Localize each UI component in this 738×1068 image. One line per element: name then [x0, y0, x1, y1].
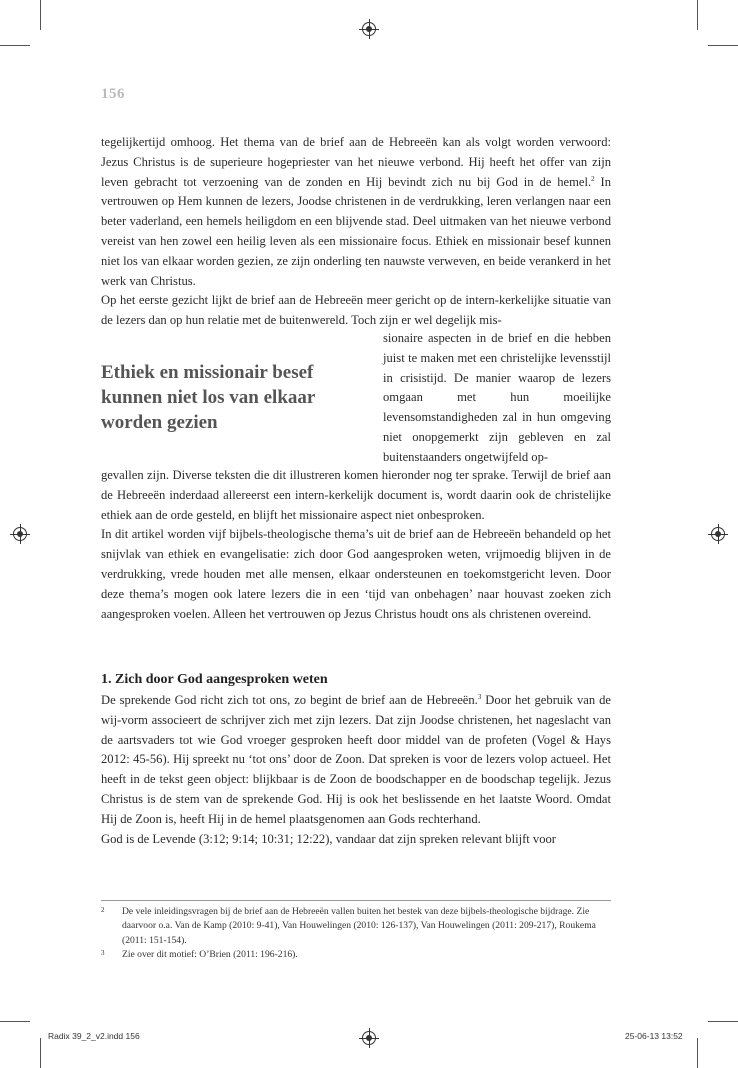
pull-quote: Ethiek en missionair besef kunnen niet los van elkaar worden gezien	[101, 362, 315, 433]
section-heading: 1. Zich door God aangesproken weten	[101, 672, 328, 687]
paragraph-3: In dit artikel worden vijf bijbels-theologische thema’s uit de brief aan de Hebreeën behandeld op het snijvlak van ethiek en evangelisatie: zich door God aangesproken weten, vrijmoedig blijven in de verdrukking, vrede houden met alle mensen, elkaar ondersteunen en toekomstgericht leven. Door deze thema’s mogen ook latere lezers die in een ‘tijd van onbehagen’ naar houvast zoeken zich aangesproken voelen. Alleen het vertrouwen op Jezus Christus houdt ons als christenen overeind.	[101, 527, 611, 621]
paragraph-5: God is de Levende (3:12; 9:14; 10:31; 12:22), vandaar dat zijn spreken relevant blijft voor	[101, 831, 557, 846]
page-number: 156	[101, 86, 125, 102]
footnotes	[101, 905, 611, 963]
footnote: 2 De vele inleidingsvragen bij de brief aan de Hebreeën vallen buiten het bestek van deze bijbels-theologische bijdrage. Zie daarvoor o.a. Van de Kamp (2010: 9-41), Van Houwelingen (2010: 126-137), Van Houwelingen (2011: 209-217), Roukema (2011: 151-154).	[101, 906, 596, 946]
footnote-ref-3[interactable]: 3	[477, 692, 482, 701]
body-text-top	[101, 133, 611, 331]
body-text-middle	[101, 466, 611, 624]
paragraph-1: tegelijkertijd omhoog. Het thema van de brief aan de Hebreeën kan als volgt worden verwoord: Jezus Christus is de superieure hogepriester van het nieuwe verbond. Hij heeft het offer van zijn leven gebracht tot verzoening van de zonden en Hij bevindt zich nu bij God in de hemel.$^2$ In vertrouwen op Hem kunnen de lezers, Joodse christenen in de verdrukking, leren verlangen naar een beter vaderland, een hemels heiligdom en een blijvende stad. Deel uitmaken van het nieuwe verbond vereist van hen zowel een heilig leven als een missionaire focus. Ethiek en missionair besef kunnen niet los van elkaar worden gezien, ze zijn onderling ten nauwste verweven, en beide verankerd in het werk van Christus.	[101, 135, 612, 288]
side-column-text: sionaire aspecten in de brief en die hebben juist te maken met een christelijke levensstijl in crisistijd. De manier waarop de lezers omgaan met hun moeilijke levensomstandigheden zal in hun omgeving niet onopgemerkt zijn gebleven en zal buitenstaanders ongetwijfeld op-	[383, 331, 611, 464]
print-slug-date: 25-06-13 13:52	[625, 1031, 683, 1041]
body-text-bottom	[101, 691, 611, 849]
footnote: 3 Zie over dit motief: O’Brien (2011: 196-216).	[101, 949, 298, 961]
footnote-ref-2[interactable]: 2	[591, 174, 595, 183]
registration-mark-icon	[362, 22, 376, 36]
paragraph-2: Op het eerste gezicht lijkt de brief aan de Hebreeën meer gericht op de intern-kerkelijke situatie van de lezers dan op hun relatie met de buitenwereld. Toch zijn er wel degelijk mis-	[101, 293, 611, 328]
paragraph-2-continued: gevallen zijn. Diverse teksten die dit illustreren komen hieronder nog ter sprake. Terwijl de brief aan de Hebreeën inderdaad allereerst een intern-kerkelijk document is, wordt daarin ook de christelijke ethiek aan de orde gesteld, en blijft het missionaire aspect niet onbesproken.	[101, 468, 611, 522]
print-slug-file: Radix 39_2_v2.indd 156	[48, 1031, 140, 1041]
registration-mark-icon	[362, 1031, 376, 1045]
registration-mark-icon	[711, 527, 725, 541]
footnote-divider	[101, 900, 611, 901]
registration-mark-icon	[13, 527, 27, 541]
paragraph-4: De sprekende God richt zich tot ons, zo begint de brief aan de Hebreeën.$^3$ Door het gebruik van de wij-vorm associeert de schrijver zich met zijn lezers. Dat zijn Joodse christenen, het nageslacht van de aartsvaders tot wie God vroeger gesproken heeft door middel van de profeten (Vogel & Hays 2012: 45-56). Hij spreekt nu ‘tot ons’ door de Zoon. Dat spreken is voor de lezers volop actueel. Het heeft in de tekst geen object: blijkbaar is de Zoon de boodschapper en de boodschap tegelijk. Jezus Christus is de stem van de sprekende God. Hij is ook het beslissende en het laatste Woord. Omdat Hij de Zoon is, heeft Hij in de hemel plaatsgenomen aan Gods rechterhand.	[101, 692, 611, 826]
